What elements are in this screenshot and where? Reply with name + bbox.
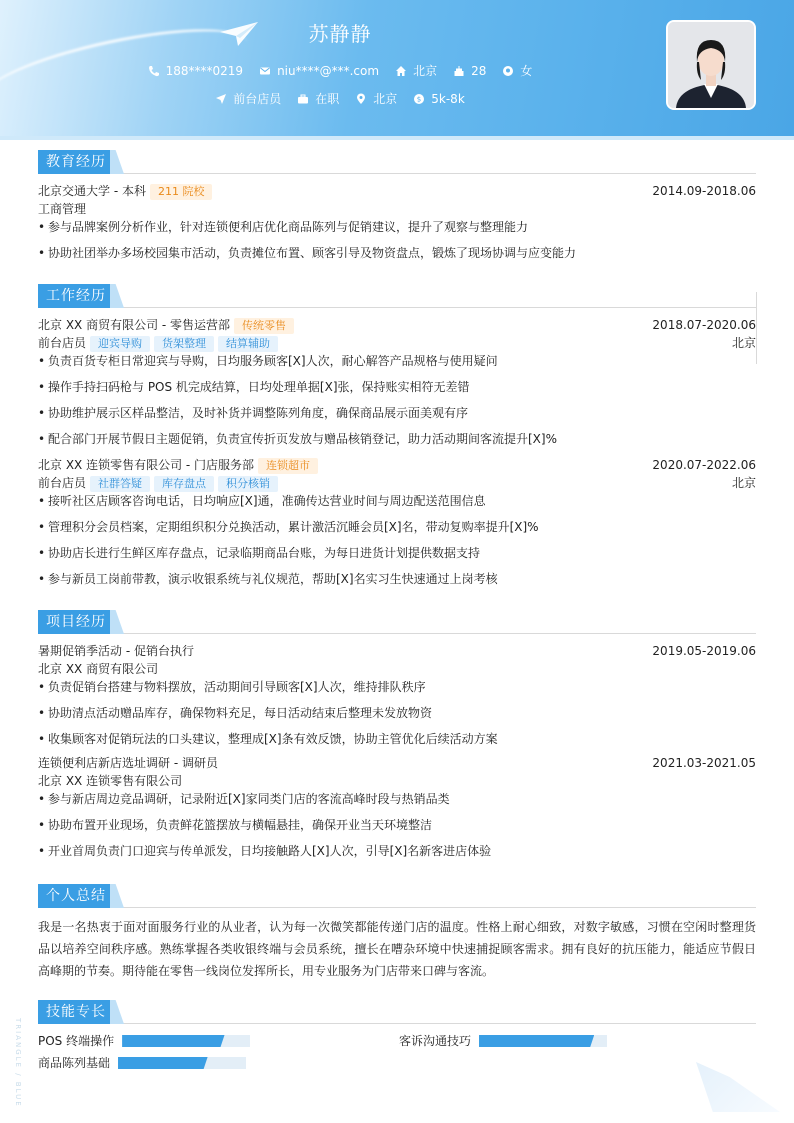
gender-item (502, 62, 532, 79)
skill-tag: 迎宾导购 (90, 336, 150, 352)
project-entry (38, 754, 756, 860)
candidate-name: 苏静静 (308, 22, 372, 46)
profile-photo (666, 20, 756, 110)
skill-tag: 积分核销 (218, 476, 278, 492)
skills-title: 技能专长 (38, 1000, 114, 1024)
phone-item (148, 62, 243, 79)
title-tail-shape (110, 884, 124, 908)
education-school-row (38, 182, 756, 200)
summary-section (38, 884, 756, 982)
skill-item (38, 1054, 246, 1072)
avatar-portrait (668, 22, 754, 108)
education-bullet: • 协助社团举办多场校园集市活动，负责摊位布置、顾客引导及物资盘点，锻炼了现场协调与应变能力 (38, 244, 756, 262)
project-bullet: • 协助布置开业现场，负责鲜花篮摆放与横幅悬挂，确保开业当天环境整洁 (38, 816, 756, 834)
position-text: 前台店员 (233, 92, 282, 106)
skill-level-bar (479, 1035, 607, 1047)
project-entry (38, 642, 756, 748)
money-icon (413, 93, 425, 105)
job-position-row (38, 474, 756, 492)
job-bullet: • 协助维护展示区样品整洁，及时补货并调整陈列角度，确保商品展示面美观有序 (38, 404, 756, 422)
job-bullet: • 参与新员工岗前带教，演示收银系统与礼仪规范，帮助[X]名实习生快速通过上岗考核 (38, 570, 756, 588)
education-title: 教育经历 (38, 150, 114, 174)
job-bullet: • 管理积分会员档案，定期组织积分兑换活动，累计激活沉睡会员[X]名，带动复购率提升[X]% (38, 518, 756, 536)
project-name-row (38, 754, 756, 772)
job-date: 2020.07-2022.06 (652, 458, 756, 472)
project-org: 北京 XX 商贸有限公司 (38, 662, 159, 676)
education-bullet: • 参与品牌案例分析作业，针对连锁便利店优化商品陈列与促销建议，提升了观察与整理能力 (38, 218, 756, 236)
job-position-row (38, 334, 756, 352)
job-bullet: • 协助店长进行生鲜区库存盘点，记录临期商品台账，为每日进货计划提供数据支持 (38, 544, 756, 562)
send-icon (215, 93, 227, 105)
job-entry (38, 456, 756, 588)
skill-tag: 社群答疑 (90, 476, 150, 492)
job-intent-row (0, 90, 680, 107)
home-icon (395, 65, 407, 77)
skill-tag: 货架整理 (154, 336, 214, 352)
education-header (38, 150, 756, 174)
project-date: 2021.03-2021.05 (652, 756, 756, 770)
project-name-row (38, 642, 756, 660)
skill-level-fill (479, 1035, 594, 1047)
job-bullet: • 接听社区店顾客咨询电话，日均响应[X]通，准确传达营业时间与周边配送范围信息 (38, 492, 756, 510)
job-position: 前台店员 (38, 476, 87, 490)
skills-header (38, 1000, 756, 1024)
project-name: 暑期促销季活动 - 促销台执行 (38, 644, 194, 658)
project-bullet: • 负责促销台搭建与物料摆放，活动期间引导顾客[X]人次，维持排队秩序 (38, 678, 756, 696)
job-tag: 传统零售 (234, 318, 294, 334)
title-tail-shape (110, 284, 124, 308)
title-tail-shape (110, 1000, 124, 1024)
title-tail-shape (110, 150, 124, 174)
job-entry (38, 316, 756, 448)
job-bullet: • 操作手持扫码枪与 POS 机完成结算，日均处理单据[X]张，保持账实相符无差错 (38, 378, 756, 396)
project-org: 北京 XX 连锁零售有限公司 (38, 774, 183, 788)
job-bullet: • 配合部门开展节假日主题促销，负责宣传折页发放与赠品核销登记，助力活动期间客流提升[X]% (38, 430, 756, 448)
project-bullet: • 开业首周负责门口迎宾与传单派发，日均接触路人[X]人次，引导[X]名新客进店体验 (38, 842, 756, 860)
summary-title: 个人总结 (38, 884, 114, 908)
project-bullet: • 收集顾客对促销玩法的口头建议，整理成[X]条有效反馈，协助主管优化后续活动方案 (38, 730, 756, 748)
work-title: 工作经历 (38, 284, 114, 308)
job-city: 北京 (731, 476, 756, 490)
skill-item (38, 1032, 250, 1050)
work-header (38, 284, 756, 308)
education-major: 工商管理 (38, 202, 87, 216)
phone-text: 188****0219 (165, 63, 244, 78)
job-company-row (38, 316, 756, 334)
briefcase-icon (297, 93, 309, 105)
education-date: 2014.09-2018.06 (652, 184, 756, 198)
summary-text: 我是一名热衷于面对面服务行业的从业者，认为每一次微笑都能传递门店的温度。性格上耐心细致，对数字敏感，习惯在空闲时整理货品以培养空间秩序感。熟练掌握各类收银终端与会员系统，擅长在嘈杂环境中快速捕捉顾客需求。拥有良好的抗压能力，能适应节假日高峰期的节奏。期待能在零售一线岗位发挥所长，用专业服务为门店带来口碑与客流。 (38, 920, 756, 978)
skill-name: 客诉沟通技巧 (399, 1034, 472, 1048)
job-date: 2018.07-2020.06 (652, 318, 756, 332)
skill-level-fill (122, 1035, 224, 1047)
mail-icon (259, 65, 271, 77)
salary-text: 5k-8k (431, 91, 465, 106)
job-company: 北京 XX 商贸有限公司 - 零售运营部 (38, 318, 231, 332)
skill-name: 商品陈列基础 (38, 1056, 111, 1070)
projects-header (38, 610, 756, 634)
side-divider (756, 292, 757, 364)
job-city: 北京 (731, 336, 756, 350)
skill-name: POS 终端操作 (38, 1034, 115, 1048)
age-item (453, 62, 486, 79)
gender-text: 女 (520, 64, 533, 78)
resume-header (0, 0, 794, 140)
status-text: 在职 (315, 92, 340, 106)
svg-text:$: $ (417, 95, 422, 103)
school-name: 北京交通大学 - 本科 (38, 184, 146, 198)
city-text: 北京 (413, 64, 438, 78)
projects-section (38, 610, 756, 860)
school-tag: 211 院校 (150, 184, 213, 200)
job-tag: 连锁超市 (258, 458, 318, 474)
city-item (395, 62, 437, 79)
title-tail-shape (110, 610, 124, 634)
job-bullet: • 负责百货专柜日常迎宾与导购，日均服务顾客[X]人次，耐心解答产品规格与使用疑问 (38, 352, 756, 370)
job-company: 北京 XX 连锁零售有限公司 - 门店服务部 (38, 458, 255, 472)
education-section (38, 150, 756, 262)
target-city-item (355, 90, 397, 107)
skill-level-bar (122, 1035, 250, 1047)
cake-icon (453, 65, 465, 77)
project-date: 2019.05-2019.06 (652, 644, 756, 658)
work-section (38, 284, 756, 588)
skill-tag: 结算辅助 (218, 336, 278, 352)
skill-item (399, 1032, 607, 1050)
project-bullet: • 协助清点活动赠品库存，确保物料充足，每日活动结束后整理未发放物资 (38, 704, 756, 722)
skill-tag: 库存盘点 (154, 476, 214, 492)
skills-section (38, 1000, 756, 1074)
job-company-row (38, 456, 756, 474)
target-city-text: 北京 (373, 92, 398, 106)
contact-row (0, 62, 680, 79)
status-item (297, 90, 339, 107)
location-icon (355, 93, 367, 105)
project-bullet: • 参与新店周边竞品调研，记录附近[X]家同类门店的客流高峰时段与热销品类 (38, 790, 756, 808)
summary-header (38, 884, 756, 908)
job-position: 前台店员 (38, 336, 87, 350)
projects-title: 项目经历 (38, 610, 114, 634)
template-watermark: TRIANGLE / BLUE (14, 1018, 22, 1108)
salary-item (413, 90, 465, 107)
age-text: 28 (471, 63, 487, 78)
gender-icon (502, 65, 514, 77)
email-item (259, 62, 379, 79)
email-text: niu****@***.com (277, 63, 380, 78)
project-name: 连锁便利店新店选址调研 - 调研员 (38, 756, 218, 770)
skill-level-bar (118, 1057, 246, 1069)
skill-level-fill (118, 1057, 208, 1069)
phone-icon (148, 65, 160, 77)
position-item (215, 90, 281, 107)
